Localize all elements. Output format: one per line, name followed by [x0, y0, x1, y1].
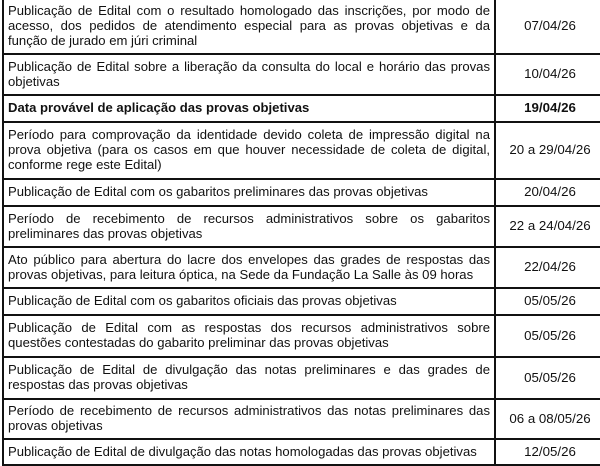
event-description: Período de recebimento de recursos administrativos sobre os gabaritos preliminares das provas objetivas — [3, 206, 495, 247]
event-date: 19/04/26 — [495, 95, 600, 122]
table-row — [3, 357, 600, 399]
exam-schedule-table — [2, 0, 600, 466]
event-description: Período para comprovação da identidade devido coleta de impressão digital na prova objetiva (para os casos em que houver necessidade de coleta de digital, conforme rege este Edital) — [3, 122, 495, 179]
event-description: Publicação de Edital com o resultado homologado das inscrições, por modo de acesso, dos pedidos de atendimento especial para as provas objetivas e da função de jurado em júri criminal — [3, 0, 495, 54]
table-row — [3, 315, 600, 357]
event-description: Publicação de Edital de divulgação das notas preliminares e das grades de respostas das provas objetivas — [3, 357, 495, 399]
event-description: Publicação de Edital com os gabaritos oficiais das provas objetivas — [3, 288, 495, 315]
event-date: 05/05/26 — [495, 357, 600, 399]
event-date: 12/05/26 — [495, 439, 600, 465]
table-row — [3, 206, 600, 247]
event-description: Período de recebimento de recursos administrativos das notas preliminares das provas objetivas — [3, 399, 495, 439]
event-description: Publicação de Edital sobre a liberação da consulta do local e horário das provas objetivas — [3, 54, 495, 95]
event-date: 07/04/26 — [495, 0, 600, 54]
table-row — [3, 439, 600, 465]
event-description: Publicação de Edital de divulgação das notas homologadas das provas objetivas — [3, 439, 495, 465]
event-date: 20 a 29/04/26 — [495, 122, 600, 179]
event-date: 22/04/26 — [495, 247, 600, 288]
event-description: Publicação de Edital com os gabaritos preliminares das provas objetivas — [3, 179, 495, 206]
table-row — [3, 399, 600, 439]
table-row-highlighted — [3, 95, 600, 122]
event-date: 05/05/26 — [495, 288, 600, 315]
table-row — [3, 54, 600, 95]
event-date: 06 a 08/05/26 — [495, 399, 600, 439]
event-description: Data provável de aplicação das provas objetivas — [3, 95, 495, 122]
event-description: Publicação de Edital com as respostas dos recursos administrativos sobre questões contestadas do gabarito preliminar das provas objetivas — [3, 315, 495, 357]
event-date: 05/05/26 — [495, 315, 600, 357]
table-row — [3, 288, 600, 315]
event-description: Ato público para abertura do lacre dos envelopes das grades de respostas das provas objetivas, para leitura óptica, na Sede da Fundação La Salle às 09 horas — [3, 247, 495, 288]
table-row — [3, 122, 600, 179]
table-row — [3, 0, 600, 54]
table-row — [3, 247, 600, 288]
event-date: 10/04/26 — [495, 54, 600, 95]
table-row — [3, 179, 600, 206]
event-date: 22 a 24/04/26 — [495, 206, 600, 247]
event-date: 20/04/26 — [495, 179, 600, 206]
